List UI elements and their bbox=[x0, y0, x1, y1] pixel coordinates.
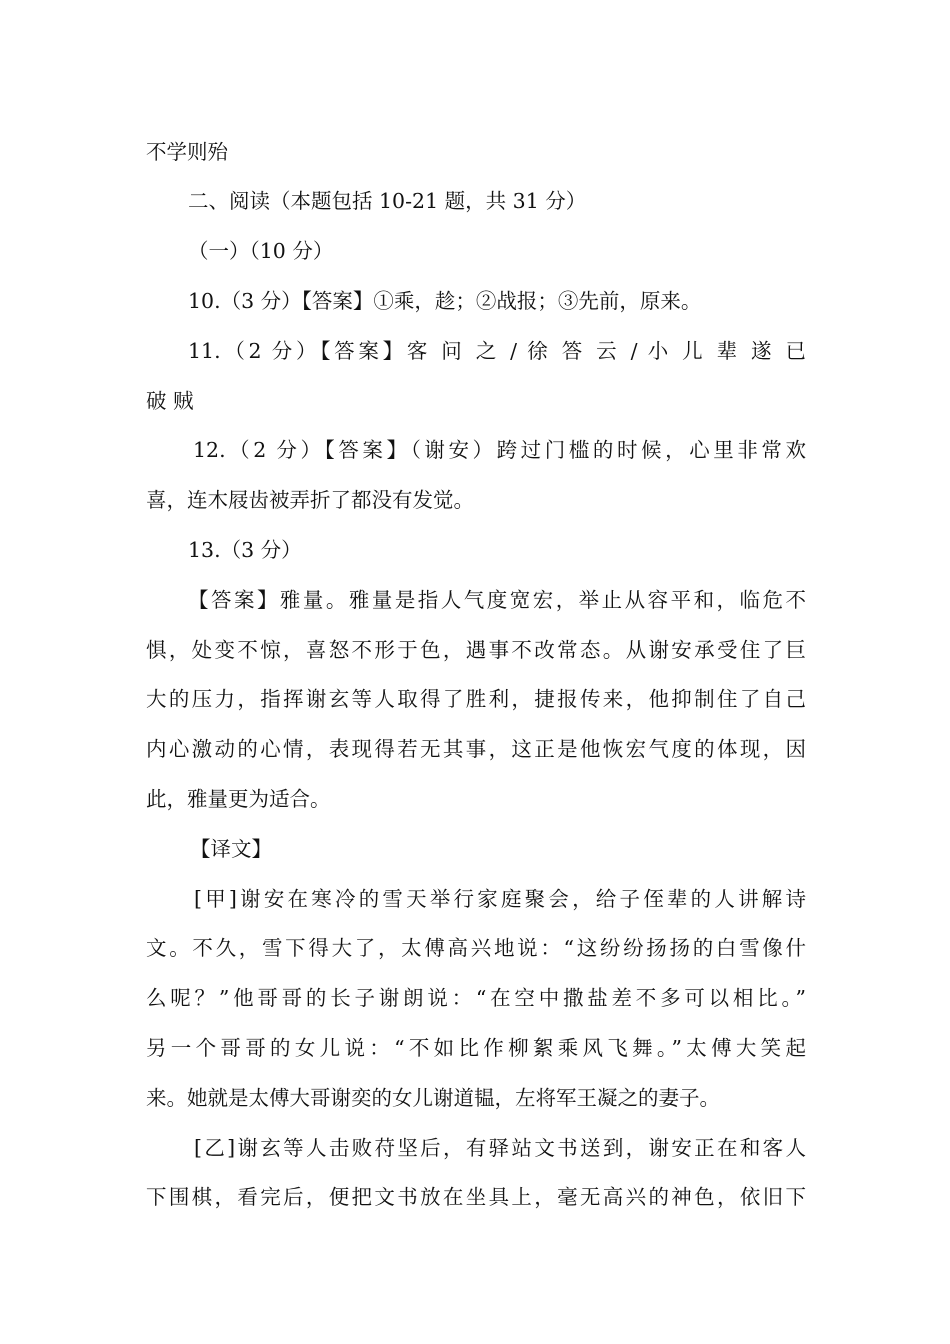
text-line: 破 贼 bbox=[146, 389, 194, 413]
translation-line: 另一个哥哥的女儿说：“不如比作柳絮乘风飞舞。”太傅大笑起 bbox=[146, 1036, 806, 1060]
text-line: 惧，处变不惊，喜怒不形于色，遇事不改常态。从谢安承受住了巨 bbox=[146, 638, 806, 662]
answer-line: 【答案】雅量。雅量是指人气度宽宏，举止从容平和，临危不 bbox=[188, 588, 806, 612]
translation-line: [甲]谢安在寒冷的雪天举行家庭聚会，给子侄辈的人讲解诗 bbox=[194, 887, 806, 911]
translation-line: 下围棋，看完后，便把文书放在坐具上，毫无高兴的神色，依旧下 bbox=[146, 1185, 806, 1209]
translation-line: 文。不久，雪下得大了，太傅高兴地说：“这纷纷扬扬的白雪像什 bbox=[146, 936, 806, 960]
text-line: 内心激动的心情，表现得若无其事，这正是他恢宏气度的体现，因 bbox=[146, 737, 806, 761]
answer-line: 10.（3 分）【答案】①乘，趁；②战报；③先前，原来。 bbox=[188, 289, 702, 313]
translation-line: 来。她就是太傅大哥谢奕的女儿谢道韫，左将军王凝之的妻子。 bbox=[146, 1086, 720, 1110]
translation-heading: 【译文】 bbox=[190, 837, 272, 861]
answer-line: 11.（2 分）【答案】客 问 之 / 徐 答 云 / 小 儿 辈 遂 已 bbox=[188, 339, 806, 363]
translation-line: [乙]谢玄等人击败苻坚后，有驿站文书送到，谢安正在和客人 bbox=[194, 1136, 806, 1160]
text-line: 喜，连木屐齿被弄折了都没有发觉。 bbox=[146, 488, 474, 512]
section-heading: 二、阅读（本题包括 10-21 题，共 31 分） bbox=[188, 189, 587, 213]
answer-line: 12.（2 分）【答案】（谢安）跨过门槛的时候，心里非常欢 bbox=[193, 438, 806, 462]
subsection-heading: （一）（10 分） bbox=[188, 239, 334, 263]
answer-line: 13.（3 分） bbox=[188, 538, 302, 562]
text-line: 此，雅量更为适合。 bbox=[146, 787, 331, 811]
translation-line: 么呢？”他哥哥的长子谢朗说：“在空中撒盐差不多可以相比。” bbox=[146, 986, 806, 1010]
text-line: 不学则殆 bbox=[146, 140, 228, 164]
text-line: 大的压力，指挥谢玄等人取得了胜利，捷报传来，他抑制住了自己 bbox=[146, 687, 806, 711]
